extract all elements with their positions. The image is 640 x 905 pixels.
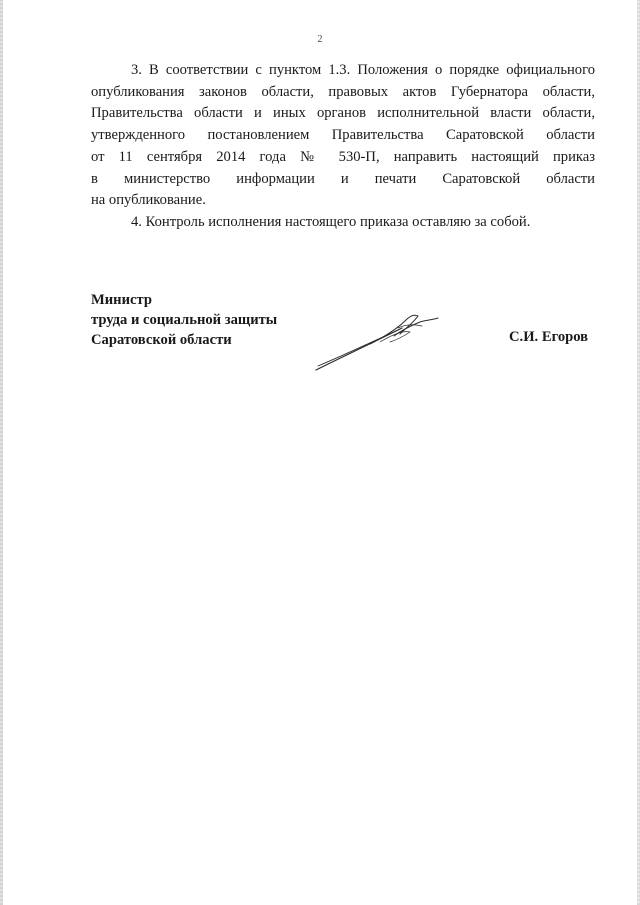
paragraph-3-line-2: опубликования законов области, правовых актов Губернатора области, (91, 83, 595, 100)
paragraph-3-line-3: Правительства области и иных органов исполнительной власти области, (91, 105, 595, 122)
paragraph-3 (91, 60, 595, 212)
scan-edge-left (0, 0, 3, 905)
signatory-title-line-2: труда и социальной защиты (91, 312, 278, 328)
paragraph-3-line-7: на опубликование. (91, 192, 206, 209)
signatory-title-line-1: Министр (91, 292, 152, 308)
handwritten-signature (310, 300, 450, 380)
paragraph-3-line-4: утвержденного постановлением Правительства Саратовской области (91, 127, 595, 144)
signatory-name: С.И. Егоров (509, 329, 589, 345)
document-body (91, 60, 595, 234)
paragraph-3-line-5: от 11 сентября 2014 года № 530-П, направить настоящий приказ (91, 148, 595, 165)
page-number: 2 (317, 34, 323, 45)
signatory-title (91, 290, 277, 350)
paragraph-3-line-1: 3. В соответствии с пунктом 1.3. Положения о порядке официального (131, 62, 595, 78)
paragraph-4: 4. Контроль исполнения настоящего приказа оставляю за собой. (131, 213, 531, 230)
paragraph-3-line-6: в министерство информации и печати Саратовской области (91, 170, 595, 187)
signatory-title-line-3: Саратовской области (91, 332, 232, 348)
